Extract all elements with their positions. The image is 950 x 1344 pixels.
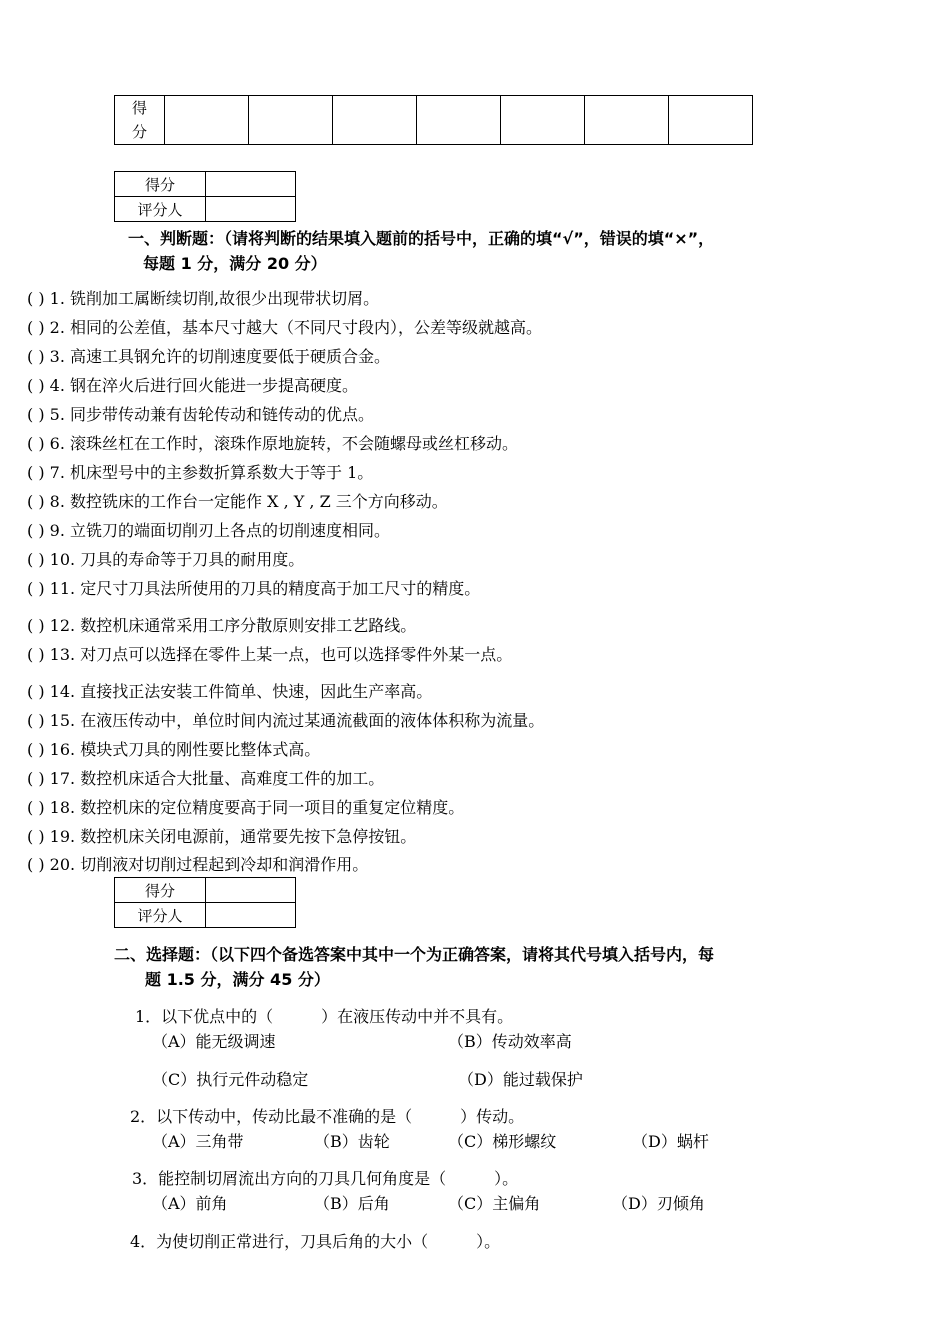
- judge-item: ( ) 18. 数控机床的定位精度要高于同一项目的重复定位精度。: [27, 798, 465, 817]
- q1-option-a: （A）能无级调速: [152, 1032, 276, 1051]
- q3-option-a: （A）前角: [152, 1194, 228, 1213]
- q2-option-a: （A）三角带: [152, 1132, 244, 1151]
- score-cell[interactable]: [249, 96, 333, 145]
- judge-item: ( ) 17. 数控机床适合大批量、高难度工件的加工。: [27, 769, 385, 788]
- question-2-stem: 2．以下传动中，传动比最不准确的是（ ）传动。: [130, 1107, 525, 1126]
- q1-option-c: （C）执行元件动稳定: [152, 1070, 309, 1089]
- grader-value-cell[interactable]: [206, 197, 296, 222]
- judge-item: ( ) 7. 机床型号中的主参数折算系数大于等于 1。: [27, 463, 374, 482]
- q2-option-c: （C）梯形螺纹: [448, 1132, 557, 1151]
- judge-item: ( ) 11. 定尺寸刀具法所使用的刀具的精度高于加工尺寸的精度。: [27, 579, 481, 598]
- judge-item: ( ) 12. 数控机床通常采用工序分散原则安排工艺路线。: [27, 616, 417, 635]
- grader-label: 评分人: [115, 903, 206, 928]
- score-cell[interactable]: [333, 96, 417, 145]
- judge-item: ( ) 2. 相同的公差值，基本尺寸越大（不同尺寸段内），公差等级就越高。: [27, 318, 543, 337]
- score-cell[interactable]: [669, 96, 753, 145]
- q3-option-d: （D）刃倾角: [612, 1194, 705, 1213]
- q2-option-d: （D）蜗杆: [632, 1132, 709, 1151]
- score-label: 得分: [115, 878, 206, 903]
- judge-item: ( ) 15. 在液压传动中，单位时间内流过某通流截面的液体体积称为流量。: [27, 711, 545, 730]
- judge-item: ( ) 19. 数控机床关闭电源前，通常要先按下急停按钮。: [27, 827, 417, 846]
- score-label-cell: 得 分: [115, 96, 165, 145]
- judge-item: ( ) 8. 数控铣床的工作台一定能作 X , Y , Z 三个方向移动。: [27, 492, 448, 511]
- q3-option-b: （B）后角: [314, 1194, 390, 1213]
- judge-item: ( ) 9. 立铣刀的端面切削刃上各点的切削速度相同。: [27, 521, 391, 540]
- judge-item: ( ) 10. 刀具的寿命等于刀具的耐用度。: [27, 550, 305, 569]
- judge-item: ( ) 4. 钢在淬火后进行回火能进一步提高硬度。: [27, 376, 359, 395]
- question-4-stem: 4．为使切削正常进行，刀具后角的大小（ ）。: [130, 1232, 501, 1251]
- grader-table-1: [114, 171, 296, 222]
- question-1-stem: 1．以下优点中的（ ）在液压传动中并不具有。: [135, 1007, 514, 1026]
- q1-option-d: （D）能过载保护: [458, 1070, 583, 1089]
- judge-item: ( ) 16. 模块式刀具的刚性要比整体式高。: [27, 740, 321, 759]
- score-cell[interactable]: [165, 96, 249, 145]
- q3-option-c: （C）主偏角: [448, 1194, 541, 1213]
- judge-item: ( ) 14. 直接找正法安装工件简单、快速，因此生产率高。: [27, 682, 433, 701]
- grader-table-2: [114, 877, 296, 928]
- question-3-stem: 3．能控制切屑流出方向的刀具几何角度是（ ）。: [132, 1169, 519, 1188]
- score-label: 得分: [115, 172, 206, 197]
- grader-value-cell[interactable]: [206, 903, 296, 928]
- grader-label: 评分人: [115, 197, 206, 222]
- q1-option-b: （B）传动效率高: [448, 1032, 572, 1051]
- score-value-cell[interactable]: [206, 172, 296, 197]
- top-score-table: [114, 95, 753, 145]
- judge-item: ( ) 5. 同步带传动兼有齿轮传动和链传动的优点。: [27, 405, 375, 424]
- judge-item: ( ) 6. 滚珠丝杠在工作时，滚珠作原地旋转，不会随螺母或丝杠移动。: [27, 434, 519, 453]
- score-cell[interactable]: [501, 96, 585, 145]
- score-cell[interactable]: [417, 96, 501, 145]
- q2-option-b: （B）齿轮: [314, 1132, 390, 1151]
- score-cell[interactable]: [585, 96, 669, 145]
- judge-item: ( ) 13. 对刀点可以选择在零件上某一点，也可以选择零件外某一点。: [27, 645, 513, 664]
- judge-item: ( ) 1. 铣削加工属断续切削,故很少出现带状切屑。: [27, 289, 380, 308]
- score-value-cell[interactable]: [206, 878, 296, 903]
- section2-heading: 二、选择题：（以下四个备选答案中其中一个为正确答案，请将其代号填入括号内，每 题 1.5 分，满分 45 分）: [114, 945, 715, 989]
- section1-heading: 一、判断题：（请将判断的结果填入题前的括号中，正确的填“√”，错误的填“×”， 每题 1 分，满分 20 分）: [128, 229, 715, 273]
- judge-item: ( ) 20. 切削液对切削过程起到冷却和润滑作用。: [27, 855, 369, 874]
- judge-item: ( ) 3. 高速工具钢允许的切削速度要低于硬质合金。: [27, 347, 391, 366]
